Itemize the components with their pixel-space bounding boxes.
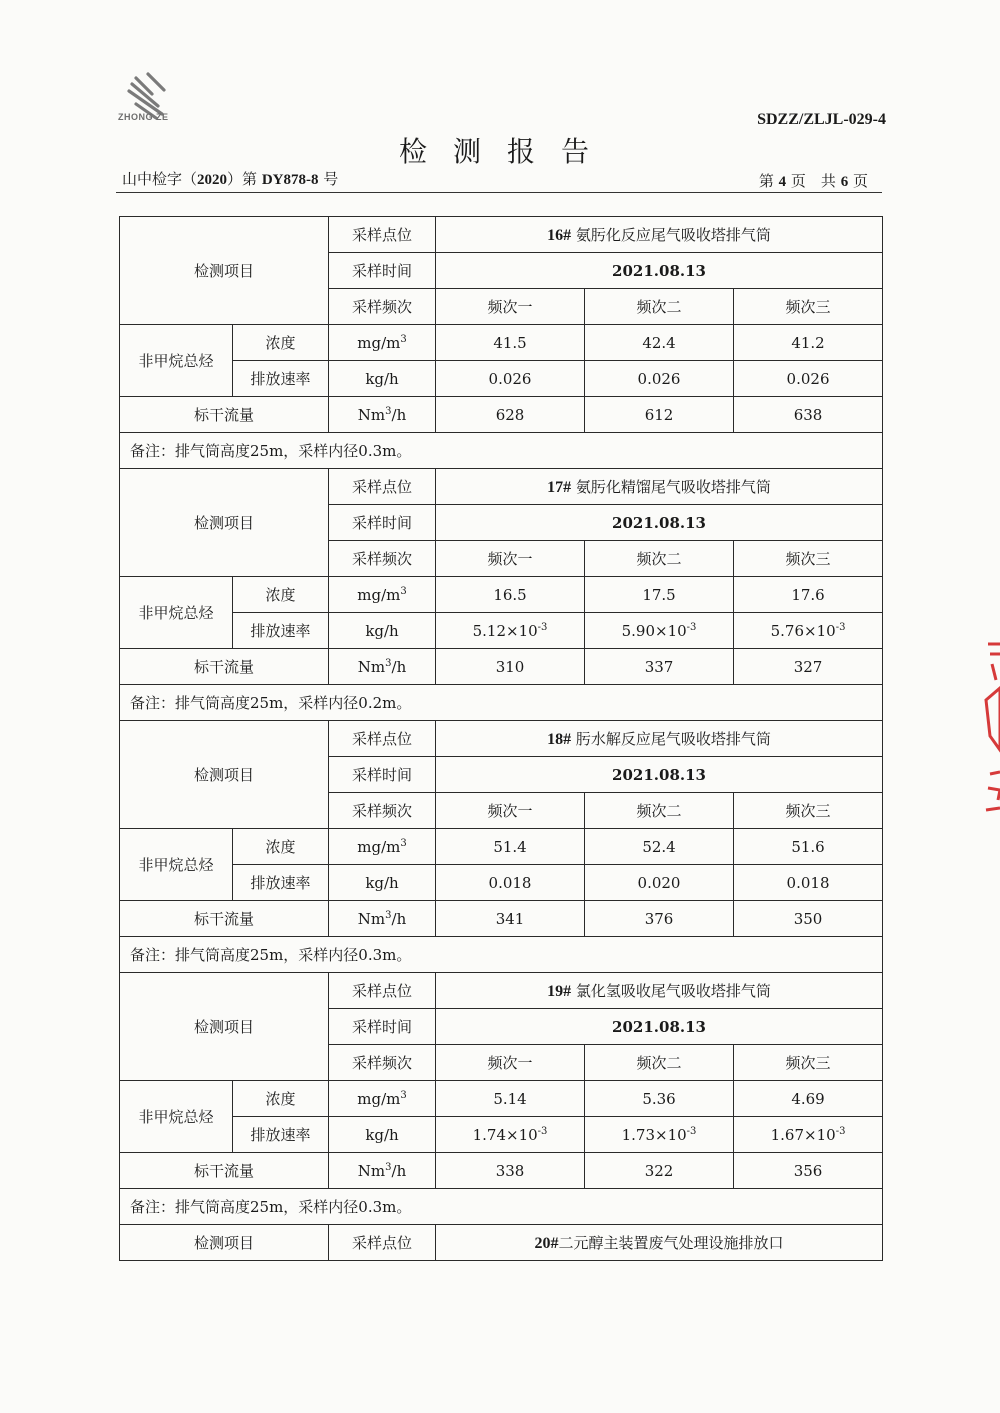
sample-date: 2021.08.13 [436, 253, 883, 289]
time-label: 采样时间 [329, 505, 436, 541]
rate-value: $1.67\times 10^{-3}$ [734, 1117, 883, 1153]
time-label: 采样时间 [329, 253, 436, 289]
rate-value: 0.018 [436, 865, 585, 901]
row-sample-point [120, 973, 883, 1009]
rate-value: $1.74\times 10^{-3}$ [436, 1117, 585, 1153]
row-sample-point [120, 217, 883, 253]
row-note [120, 685, 883, 721]
flow-label: 标干流量 [120, 901, 329, 937]
freq-label: 采样频次 [329, 1045, 436, 1081]
flow-value: 638 [734, 397, 883, 433]
rate-value: $5.90\times 10^{-3}$ [585, 613, 734, 649]
conc-value: 4.69 [734, 1081, 883, 1117]
results-table [119, 216, 883, 1261]
flow-label: 标干流量 [120, 1153, 329, 1189]
conc-value: 42.4 [585, 325, 734, 361]
sample-date: 2021.08.13 [436, 1009, 883, 1045]
point-label: 采样点位 [329, 721, 436, 757]
page-title: 检测报告 [398, 135, 615, 168]
conc-unit: $mg/m^3$ [329, 1081, 436, 1117]
frequency-header: 频次三 [734, 793, 883, 829]
pollutant-label: 非甲烷总烃 [120, 1081, 233, 1153]
flow-unit: Nm$^3$/h [329, 397, 436, 433]
results-table-body [120, 217, 883, 1261]
item-label: 检测项目 [120, 469, 329, 577]
flow-value: 310 [436, 649, 585, 685]
rate-value: 0.026 [436, 361, 585, 397]
row-emission-rate [120, 613, 883, 649]
page-number: 第 4 页 共 6 页 [758, 172, 868, 190]
rate-value: 0.018 [734, 865, 883, 901]
conc-value: 5.36 [585, 1081, 734, 1117]
freq-label: 采样频次 [329, 541, 436, 577]
pollutant-label: 非甲烷总烃 [120, 325, 233, 397]
rate-label: 排放速率 [233, 361, 329, 397]
remark-text: 备注：排气筒高度25m，采样内径0.3m。 [120, 433, 883, 469]
conc-unit: $mg/m^3$ [329, 325, 436, 361]
rate-value: 0.026 [585, 361, 734, 397]
rate-unit: kg/h [329, 1117, 436, 1153]
flow-label: 标干流量 [120, 397, 329, 433]
conc-unit: $mg/m^3$ [329, 577, 436, 613]
rate-value: $1.73\times 10^{-3}$ [585, 1117, 734, 1153]
frequency-header: 频次一 [436, 541, 585, 577]
remark-text: 备注：排气筒高度25m，采样内径0.2m。 [120, 685, 883, 721]
item-label: 检测项目 [120, 721, 329, 829]
frequency-header: 频次二 [585, 541, 734, 577]
rate-value: $5.12\times 10^{-3}$ [436, 613, 585, 649]
row-emission-rate [120, 1117, 883, 1153]
flow-value: 327 [734, 649, 883, 685]
flow-value: 337 [585, 649, 734, 685]
rate-label: 排放速率 [233, 1117, 329, 1153]
frequency-header: 频次一 [436, 1045, 585, 1081]
rate-label: 排放速率 [233, 865, 329, 901]
rate-value: 0.026 [734, 361, 883, 397]
sample-date: 2021.08.13 [436, 505, 883, 541]
sample-point-value: 16# 氨肟化反应尾气吸收塔排气筒 [436, 217, 883, 253]
conc-label: 浓度 [233, 1081, 329, 1117]
item-label: 检测项目 [120, 217, 329, 325]
conc-label: 浓度 [233, 577, 329, 613]
flow-value: 350 [734, 901, 883, 937]
report-number: 山中检字（2020）第 DY878-8 号 [122, 170, 339, 188]
row-emission-rate [120, 361, 883, 397]
conc-unit: $mg/m^3$ [329, 829, 436, 865]
frequency-header: 频次三 [734, 1045, 883, 1081]
remark-text: 备注：排气筒高度25m，采样内径0.3m。 [120, 1189, 883, 1225]
point-label: 采样点位 [329, 469, 436, 505]
flow-value: 376 [585, 901, 734, 937]
point-label: 采样点位 [329, 1225, 436, 1261]
row-flow [120, 649, 883, 685]
frequency-header: 频次二 [585, 289, 734, 325]
flow-unit: Nm$^3$/h [329, 649, 436, 685]
frequency-header: 频次二 [585, 1045, 734, 1081]
rate-unit: kg/h [329, 361, 436, 397]
conc-value: 51.6 [734, 829, 883, 865]
conc-value: 51.4 [436, 829, 585, 865]
document-code: SDZZ/ZLJL-029-4 [757, 111, 886, 128]
row-note [120, 1189, 883, 1225]
flow-unit: Nm$^3$/h [329, 901, 436, 937]
frequency-header: 频次三 [734, 541, 883, 577]
point-label: 采样点位 [329, 217, 436, 253]
row-flow [120, 397, 883, 433]
conc-value: 41.5 [436, 325, 585, 361]
remark-text: 备注：排气筒高度25m，采样内径0.3m。 [120, 937, 883, 973]
logo-text: ZHONG ZE [118, 112, 169, 122]
conc-value: 41.2 [734, 325, 883, 361]
time-label: 采样时间 [329, 757, 436, 793]
sample-point-value: 18# 肟水解反应尾气吸收塔排气筒 [436, 721, 883, 757]
flow-unit: Nm$^3$/h [329, 1153, 436, 1189]
rate-unit: kg/h [329, 613, 436, 649]
row-concentration [120, 829, 883, 865]
frequency-header: 频次一 [436, 793, 585, 829]
rate-value: $5.76\times 10^{-3}$ [734, 613, 883, 649]
seal-stamp [972, 640, 1000, 820]
header-divider [116, 192, 882, 193]
flow-value: 341 [436, 901, 585, 937]
conc-label: 浓度 [233, 325, 329, 361]
item-label: 检测项目 [120, 1225, 329, 1261]
row-note [120, 937, 883, 973]
conc-label: 浓度 [233, 829, 329, 865]
conc-value: 52.4 [585, 829, 734, 865]
flow-value: 356 [734, 1153, 883, 1189]
rate-value: 0.020 [585, 865, 734, 901]
row-note [120, 433, 883, 469]
frequency-header: 频次二 [585, 793, 734, 829]
freq-label: 采样频次 [329, 289, 436, 325]
frequency-header: 频次一 [436, 289, 585, 325]
row-flow [120, 901, 883, 937]
row-concentration [120, 577, 883, 613]
time-label: 采样时间 [329, 1009, 436, 1045]
flow-value: 322 [585, 1153, 734, 1189]
row-flow [120, 1153, 883, 1189]
rate-unit: kg/h [329, 865, 436, 901]
flow-value: 338 [436, 1153, 585, 1189]
row-concentration [120, 1081, 883, 1117]
sample-point-value: 17# 氨肟化精馏尾气吸收塔排气筒 [436, 469, 883, 505]
conc-value: 17.5 [585, 577, 734, 613]
point-label: 采样点位 [329, 973, 436, 1009]
pollutant-label: 非甲烷总烃 [120, 577, 233, 649]
sample-point-value: 19# 氯化氢吸收尾气吸收塔排气筒 [436, 973, 883, 1009]
pollutant-label: 非甲烷总烃 [120, 829, 233, 901]
row-sample-point [120, 469, 883, 505]
sample-point-value: 20#二元醇主装置废气处理设施排放口 [436, 1225, 883, 1261]
sample-date: 2021.08.13 [436, 757, 883, 793]
flow-label: 标干流量 [120, 649, 329, 685]
conc-value: 16.5 [436, 577, 585, 613]
flow-value: 628 [436, 397, 585, 433]
flow-value: 612 [585, 397, 734, 433]
conc-value: 17.6 [734, 577, 883, 613]
item-label: 检测项目 [120, 973, 329, 1081]
frequency-header: 频次三 [734, 289, 883, 325]
rate-label: 排放速率 [233, 613, 329, 649]
row-sample-point [120, 721, 883, 757]
conc-value: 5.14 [436, 1081, 585, 1117]
row-concentration [120, 325, 883, 361]
row-last-sample-point [120, 1225, 883, 1261]
row-emission-rate [120, 865, 883, 901]
freq-label: 采样频次 [329, 793, 436, 829]
